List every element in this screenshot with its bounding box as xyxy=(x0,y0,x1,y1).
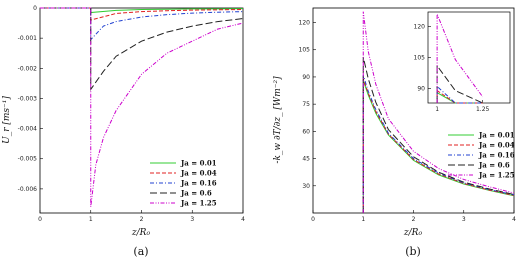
panel-b-inset xyxy=(414,12,510,113)
panel-a-ylabel: U_r [ms⁻¹] xyxy=(2,96,12,144)
panel-a-ytick-label: -0.003 xyxy=(17,95,37,103)
inset-ytick-label: 120 xyxy=(413,23,425,31)
panel-a-ytick-label: -0.005 xyxy=(17,155,37,163)
panel-a-ytick-label: -0.001 xyxy=(17,35,37,43)
panel-a-legend-label: Ja = 0.6 xyxy=(181,188,212,198)
panel-a-legend-label: Ja = 0.16 xyxy=(181,178,217,188)
panel-b-xtick-label: 1 xyxy=(361,216,366,223)
inset-xtick-label: 1.25 xyxy=(475,106,490,113)
panel-b-xtick-label: 2 xyxy=(411,216,416,223)
panel-b-ytick-label: 30 xyxy=(302,182,310,190)
panel-b-ylabel: -k_w ∂T/∂z_ [Wm⁻²] xyxy=(273,76,283,164)
panel-a-xtick-label: 4 xyxy=(241,216,245,223)
panel-b-legend-label: Ja = 0.6 xyxy=(479,160,510,170)
panel-a-ytick-label: -0.006 xyxy=(17,185,37,193)
panel-a-legend-label: Ja = 1.25 xyxy=(181,198,217,208)
panel-b-ytick-label: 105 xyxy=(298,46,310,54)
panel-b xyxy=(273,8,516,258)
panel-a-xtick-label: 2 xyxy=(139,216,144,223)
panel-b-caption: (b) xyxy=(405,245,421,258)
inset-xtick-label: 1 xyxy=(435,106,440,113)
panel-b-legend-label: Ja = 0.01 xyxy=(479,130,515,140)
panel-b-xtick-label: 3 xyxy=(461,216,466,223)
panel-a-ytick-label: -0.004 xyxy=(17,125,37,133)
panel-b-legend-label: Ja = 1.25 xyxy=(479,170,515,180)
panel-a-series-line-3 xyxy=(40,8,243,89)
panel-a xyxy=(2,5,245,258)
panel-a-series-line-2 xyxy=(40,8,243,40)
panel-b-xtick-label: 0 xyxy=(311,216,315,223)
panel-b-ytick-label: 120 xyxy=(298,19,310,27)
inset-ytick-label: 105 xyxy=(413,54,425,62)
panel-b-xtick-label: 4 xyxy=(512,216,516,223)
panel-b-xlabel: z/R₀ xyxy=(403,228,423,238)
panel-b-ytick-label: 45 xyxy=(302,155,310,163)
panel-b-legend-label: Ja = 0.04 xyxy=(479,140,515,150)
panel-a-xtick-label: 1 xyxy=(88,216,93,223)
panel-a-xtick-label: 3 xyxy=(190,216,195,223)
inset-ytick-label: 90 xyxy=(417,85,425,93)
panel-a-ytick-label: 0 xyxy=(33,5,37,12)
panel-a-xlabel: z/R₀ xyxy=(131,228,151,238)
panel-b-legend-label: Ja = 0.16 xyxy=(479,150,515,160)
panel-a-ytick-label: -0.002 xyxy=(17,65,37,73)
panel-b-ytick-label: 60 xyxy=(302,128,310,136)
panel-a-legend-label: Ja = 0.01 xyxy=(181,158,217,168)
panel-a-xtick-label: 0 xyxy=(38,216,42,223)
panel-b-ytick-label: 75 xyxy=(302,101,310,109)
panel-b-ytick-label: 90 xyxy=(302,73,310,81)
panel-a-caption: (a) xyxy=(133,245,149,258)
panel-a-legend-label: Ja = 0.04 xyxy=(181,168,217,178)
